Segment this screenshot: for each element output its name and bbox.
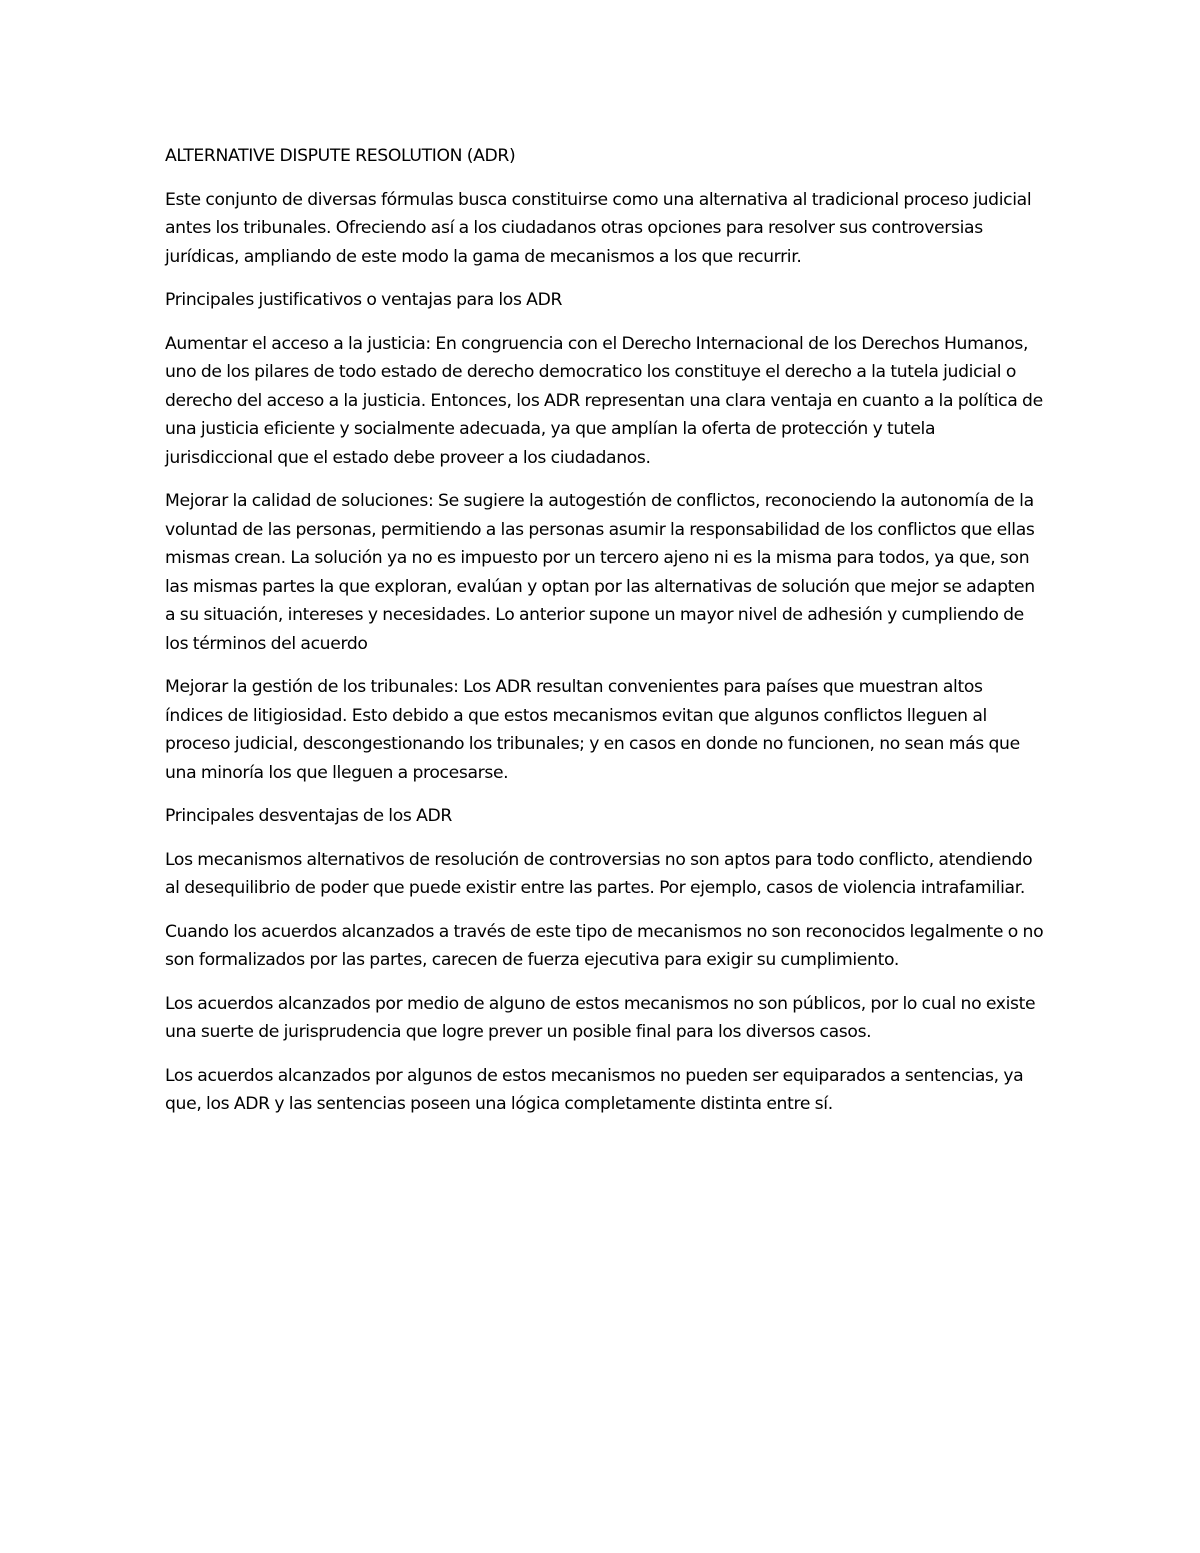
disadvantage-paragraph-sentences: Los acuerdos alcanzados por algunos de estos mecanismos no pueden ser equiparados a sentencias, ya que, los ADR y las sentencias poseen una lógica completamente distinta entre sí. — [165, 1065, 1024, 1114]
disadvantages-heading: Principales desventajas de los ADR — [165, 806, 452, 826]
advantage-paragraph-access: Aumentar el acceso a la justicia: En congruencia con el Derecho Internacional de los Derechos Humanos, uno de los pilares de todo estado de derecho democratico los constituye el derecho a la tutela judicial o derecho del acceso a la justicia. Entonces, los ADR representan una clara ventaja en cuanto a la política de una justicia eficiente y socialmente adecuada, ya que amplían la oferta de protección y tutela jurisdiccional que el estado debe proveer a los ciudadanos. — [165, 333, 1043, 468]
disadvantage-paragraph-power: Los mecanismos alternativos de resolución de controversias no son aptos para todo conflicto, atendiendo al desequilibrio de poder que puede existir entre las partes. Por ejemplo, casos de violencia intrafamiliar. — [165, 849, 1033, 898]
document-body — [165, 142, 1045, 1134]
advantage-paragraph-courts: Mejorar la gestión de los tribunales: Los ADR resultan convenientes para países que muestran altos índices de litigiosidad. Esto debido a que estos mecanismos evitan que algunos conflictos lleguen al proceso judicial, descongestionando los tribunales; y en casos en donde no funcionen, no sean más que una minoría los que lleguen a procesarse. — [165, 677, 1020, 783]
advantages-heading: Principales justificativos o ventajas para los ADR — [165, 290, 563, 310]
document-title: ALTERNATIVE DISPUTE RESOLUTION (ADR) — [165, 146, 516, 166]
advantage-paragraph-quality: Mejorar la calidad de soluciones: Se sugiere la autogestión de conflictos, reconociendo la autonomía de la voluntad de las personas, permitiendo a las personas asumir la responsabilidad de los conflictos que ellas mismas crean. La solución ya no es impuesto por un tercero ajeno ni es la misma para todos, ya que, son las mismas partes la que exploran, evalúan y optan por las alternativas de solución que mejor se adapten a su situación, intereses y necesidades. Lo anterior supone un mayor nivel de adhesión y cumpliendo de los términos del acuerdo — [165, 491, 1035, 654]
disadvantage-paragraph-jurisprudence: Los acuerdos alcanzados por medio de alguno de estos mecanismos no son públicos, por lo cual no existe una suerte de jurisprudencia que logre prever un posible final para los diversos casos. — [165, 993, 1036, 1042]
intro-paragraph: Este conjunto de diversas fórmulas busca constituirse como una alternativa al tradicional proceso judicial antes los tribunales. Ofreciendo así a los ciudadanos otras opciones para resolver sus controversias jurídicas, ampliando de este modo la gama de mecanismos a los que recurrir. — [165, 189, 1032, 267]
disadvantage-paragraph-enforcement: Cuando los acuerdos alcanzados a través de este tipo de mecanismos no son reconocidos legalmente o no son formalizados por las partes, carecen de fuerza ejecutiva para exigir su cumplimiento. — [165, 921, 1044, 970]
